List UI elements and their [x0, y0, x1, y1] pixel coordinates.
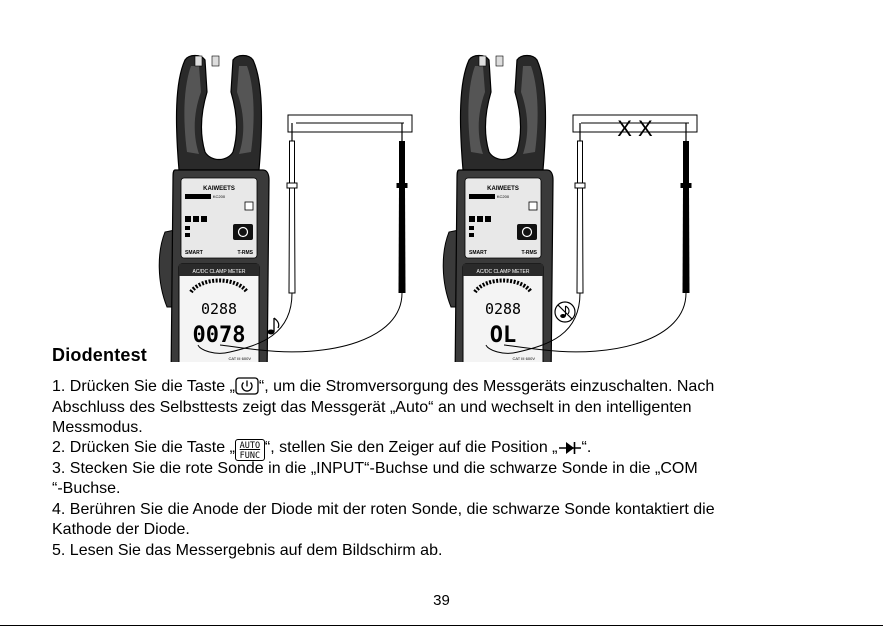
right-display-top: 0288 [484, 300, 522, 318]
no-beep-icon [555, 302, 575, 322]
meter-cat-label: CAT III 600V [512, 356, 535, 361]
meter-cat-label: CAT III 600V [228, 356, 251, 361]
black-probe-icon [681, 123, 692, 293]
step-1-line-1 [52, 377, 714, 397]
footer-divider [0, 625, 883, 626]
red-probe-icon [287, 123, 297, 293]
diode-symbol-icon [558, 440, 582, 456]
step-2-text-b: “, stellen Sie den Zeiger auf die Position „ [264, 439, 558, 456]
step-5-line: 5. Lesen Sie das Messergebnis auf dem Bildschirm ab. [52, 542, 443, 559]
right-clamp-meter [443, 56, 553, 363]
meter-model: KC200 [212, 194, 226, 199]
step-1-line-2: Abschluss des Selbsttests zeigt das Messgerät „Auto“ an und wechselt in den intelligenten [52, 399, 692, 416]
cross-marks: X X [617, 116, 653, 141]
step-1-line-3: Messmodus. [52, 419, 143, 436]
meter-brand: KAIWEETS [203, 186, 235, 192]
page-number: 39 [433, 592, 450, 609]
left-clamp-meter [159, 56, 269, 363]
power-key-icon [235, 377, 259, 395]
meter-brand: KAIWEETS [487, 186, 519, 192]
left-display-top: 0288 [200, 300, 238, 318]
section-title: Diodentest [52, 345, 148, 365]
meter-model: KC200 [496, 194, 510, 199]
meter-trms-label: T-RMS [237, 250, 253, 256]
meter-clamp-label: AC/DC CLAMP METER [192, 269, 246, 275]
step-3-line-2: “-Buchse. [52, 480, 121, 497]
step-3-line-1: 3. Stecken Sie die rote Sonde in die „INPUT“-Buchse und die schwarze Sonde in die „COM [52, 460, 698, 477]
left-display-main: 0078 [192, 323, 246, 348]
meter-trms-label: T-RMS [521, 250, 537, 256]
meter-smart-label: SMART [185, 250, 203, 256]
black-probe-icon [397, 123, 408, 293]
auto-key-top: AUTO [239, 441, 261, 451]
meter-smart-label: SMART [469, 250, 487, 256]
right-display-main: OL [489, 323, 517, 348]
red-probe-icon [575, 123, 585, 293]
step-2-text-c: “. [581, 439, 592, 456]
meter-clamp-label: AC/DC CLAMP METER [476, 269, 530, 275]
auto-func-key-icon [235, 439, 265, 461]
step-4-line-1: 4. Berühren Sie die Anode der Diode mit der roten Sonde, die schwarze Sonde kontaktiert die [52, 501, 715, 518]
auto-key-bottom: FUNC [239, 451, 261, 461]
step-1-text-a: 1. Drücken Sie die Taste „ [52, 378, 235, 395]
step-1-text-b: “, um die Stromversorgung des Messgeräts einzuschalten. Nach [258, 378, 715, 395]
step-2-line [52, 438, 591, 461]
step-2-text-a: 2. Drücken Sie die Taste „ [52, 439, 235, 456]
step-4-line-2: Kathode der Diode. [52, 521, 190, 538]
